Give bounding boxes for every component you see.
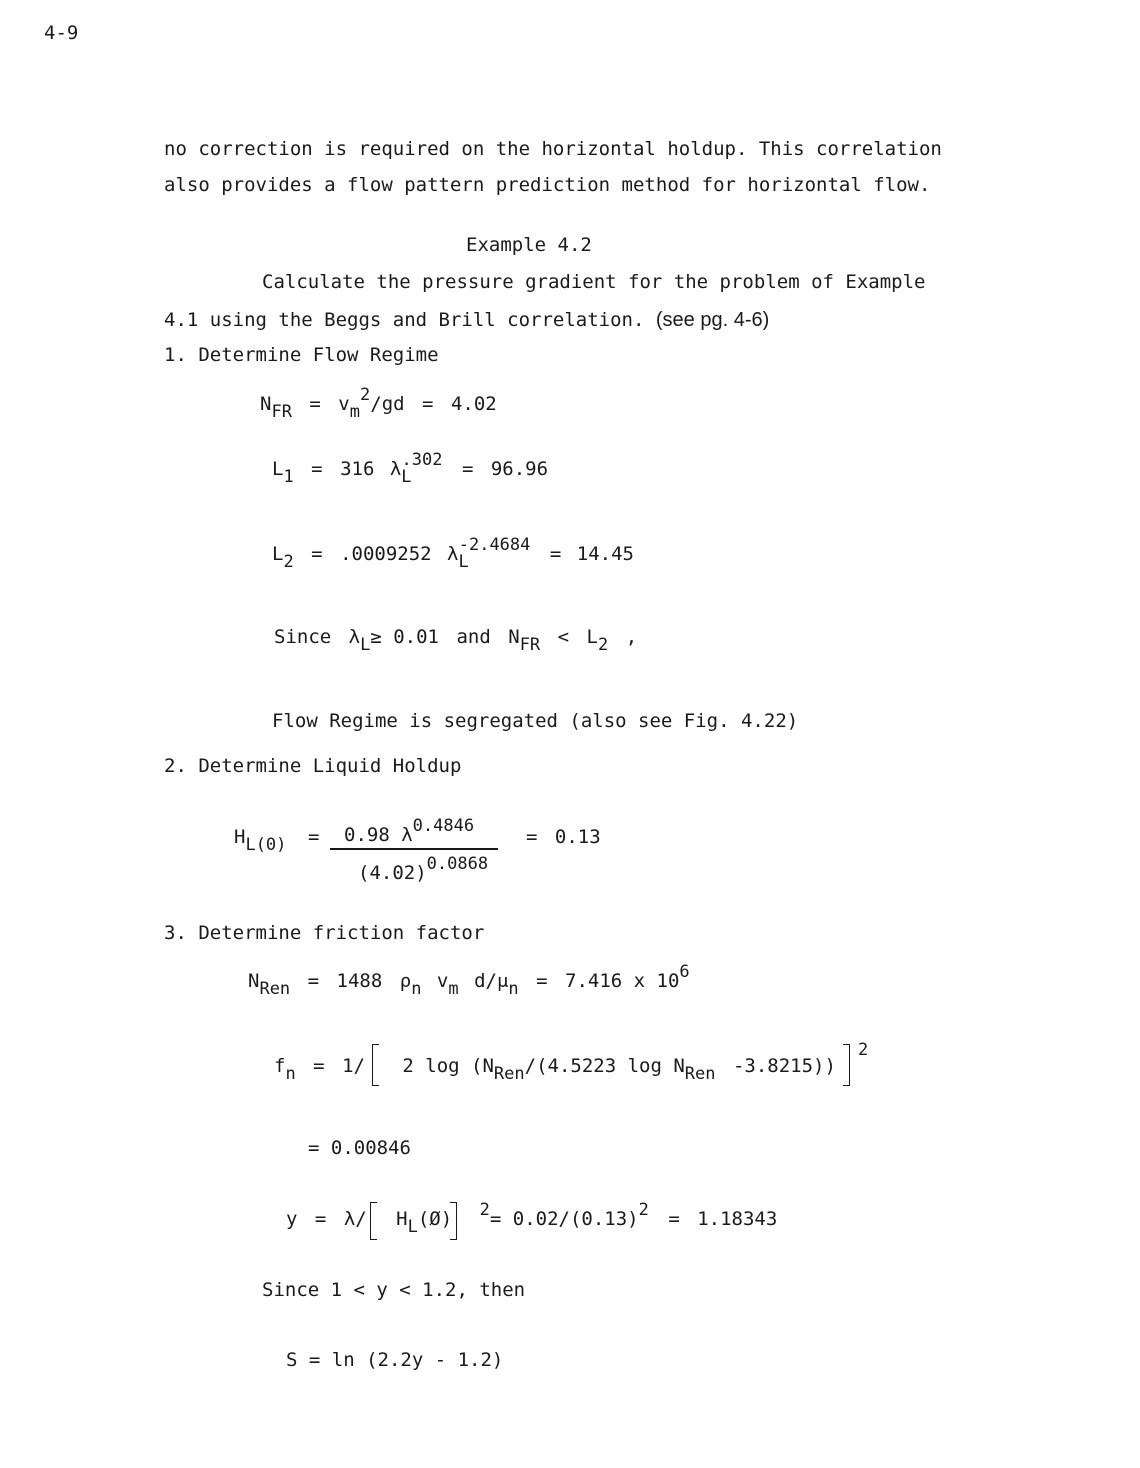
example-prompt-note: (see pg. 4-6) [655, 309, 770, 331]
since-condition: Since λL≥ 0.01 and NFR < L2 , [274, 626, 638, 655]
example-title: Example 4.2 [466, 234, 592, 256]
holdup-result: = 0.13 [526, 826, 601, 848]
paragraph-line-2: also provides a flow pattern prediction method for horizontal flow. [164, 174, 931, 196]
since-range: Since 1 < y < 1.2, then [262, 1279, 526, 1301]
y-left-bracket [370, 1202, 377, 1240]
example-prompt-line-2 [164, 310, 769, 330]
holdup-lhs: HL(0) [234, 826, 287, 855]
step1-heading: 1. Determine Flow Regime [164, 344, 439, 366]
fn-right-bracket [843, 1044, 850, 1086]
fn-left-bracket [372, 1044, 379, 1086]
l2-equation: L2 = .0009252 λL-2.4684 = 14.45 [272, 535, 634, 572]
fn-value: = 0.00846 [308, 1137, 411, 1159]
nfr-equation: NFR = vm2/gd = 4.02 [260, 385, 497, 422]
page-number: 4-9 [44, 22, 79, 44]
fn-equation: fn = 1/ 2 log (NRen/(4.5223 log NRen -3.8215)) [274, 1055, 836, 1084]
y-right-bracket [450, 1202, 457, 1240]
y-equation: y = λ/ HL(Ø) 2= 0.02/(0.13)2 = 1.18343 [286, 1200, 778, 1237]
s-equation: S = ln (2.2y - 1.2) [286, 1349, 504, 1371]
step3-heading: 3. Determine friction factor [164, 922, 485, 944]
holdup-denominator: (4.02)0.0868 [358, 854, 489, 884]
example-prompt-line-1: Calculate the pressure gradient for the problem of Example [262, 271, 926, 293]
holdup-eq: = [308, 826, 320, 848]
holdup-numerator: 0.98 λ0.4846 [344, 816, 475, 846]
example-prompt-text: 4.1 using the Beggs and Brill correlation. [164, 309, 645, 331]
l1-equation: L1 = 316 λL.302 = 96.96 [272, 450, 549, 487]
paragraph-line-1: no correction is required on the horizontal holdup. This correlation [164, 138, 942, 160]
fn-exponent: 2 [858, 1040, 869, 1060]
step2-heading: 2. Determine Liquid Holdup [164, 755, 462, 777]
nren-equation: NRen = 1488 ρn vm d/μn = 7.416 x 106 [248, 962, 690, 999]
fraction-bar [330, 848, 498, 850]
flow-regime-result: Flow Regime is segregated (also see Fig. 4.22) [272, 710, 799, 732]
